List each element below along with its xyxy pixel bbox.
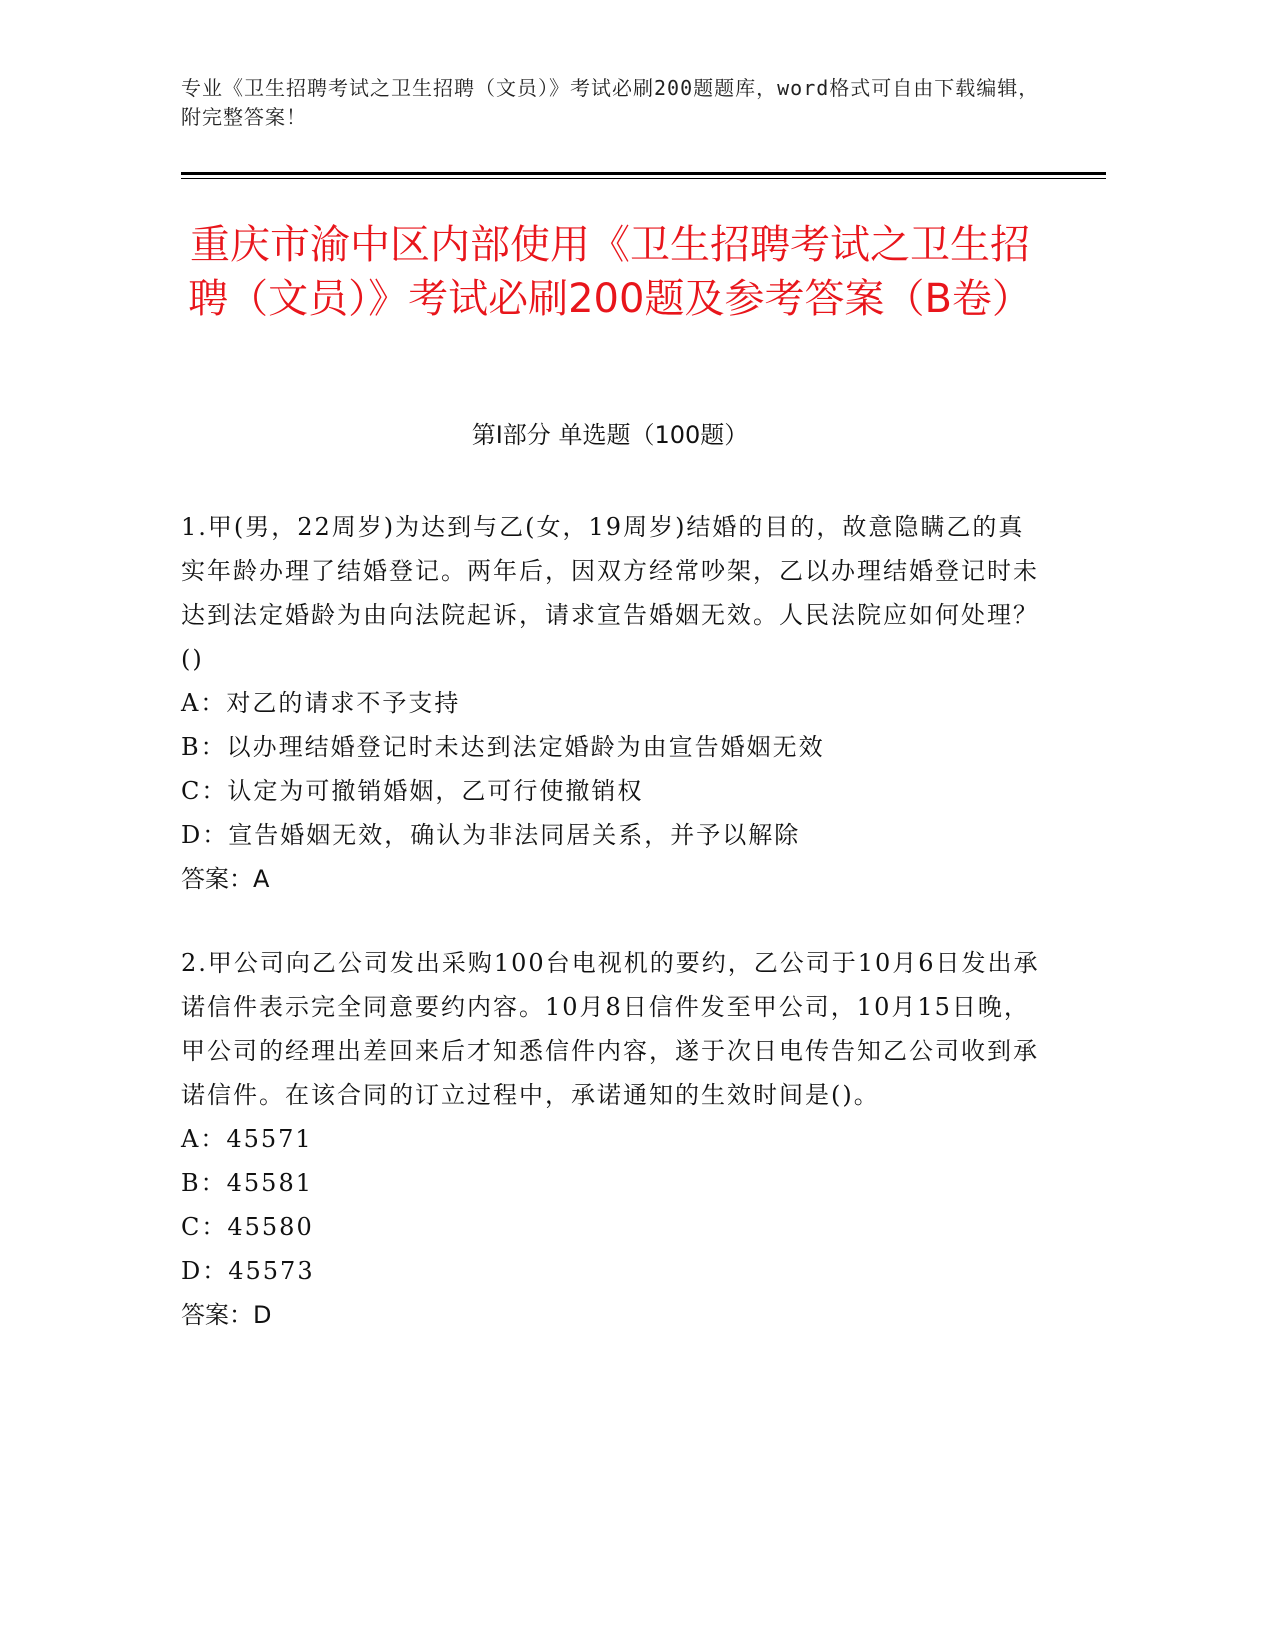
option-d: D：宣告婚姻无效，确认为非法同居关系，并予以解除 bbox=[181, 821, 801, 849]
option-b: B：45581 bbox=[181, 1169, 313, 1197]
header-note: 专业《卫生招聘考试之卫生招聘（文员）》考试必刷200题题库，word格式可自由下载编辑，附完整答案！ bbox=[181, 76, 1040, 129]
section-title: 第I部分 单选题（100题） bbox=[471, 421, 749, 449]
answer: 答案：D bbox=[181, 1301, 272, 1329]
option-c: C：45580 bbox=[181, 1213, 314, 1241]
option-b: B：以办理结婚登记时未达到法定婚龄为由宣告婚姻无效 bbox=[181, 733, 825, 761]
header-rule-thin bbox=[181, 178, 1106, 179]
question-stem: 1.甲(男，22周岁)为达到与乙(女，19周岁)结婚的目的，故意隐瞒乙的真实年龄办理了结婚登记。两年后，因双方经常吵架，乙以办理结婚登记时未达到法定婚龄为由向法院起诉，请求宣告婚姻无效。人民法院应如何处理？() bbox=[181, 513, 1039, 673]
option-a: A：45571 bbox=[181, 1125, 313, 1153]
question-1 bbox=[181, 505, 1041, 901]
question-stem: 2.甲公司向乙公司发出采购100台电视机的要约，乙公司于10月6日发出承诺信件表示完全同意要约内容。10月8日信件发至甲公司，10月15日晚，甲公司的经理出差回来后才知悉信件内容，遂于次日电传告知乙公司收到承诺信件。在该合同的订立过程中，承诺通知的生效时间是()。 bbox=[181, 949, 1040, 1109]
option-d: D：45573 bbox=[181, 1257, 315, 1285]
option-a: A：对乙的请求不予支持 bbox=[181, 689, 461, 717]
option-c: C：认定为可撤销婚姻，乙可行使撤销权 bbox=[181, 777, 644, 805]
answer: 答案：A bbox=[181, 865, 270, 893]
document-title: 重庆市渝中区内部使用《卫生招聘考试之卫生招聘（文员）》考试必刷200题及参考答案（B卷） bbox=[188, 222, 1032, 322]
header-rule-thick bbox=[181, 172, 1106, 175]
question-2 bbox=[181, 941, 1041, 1337]
